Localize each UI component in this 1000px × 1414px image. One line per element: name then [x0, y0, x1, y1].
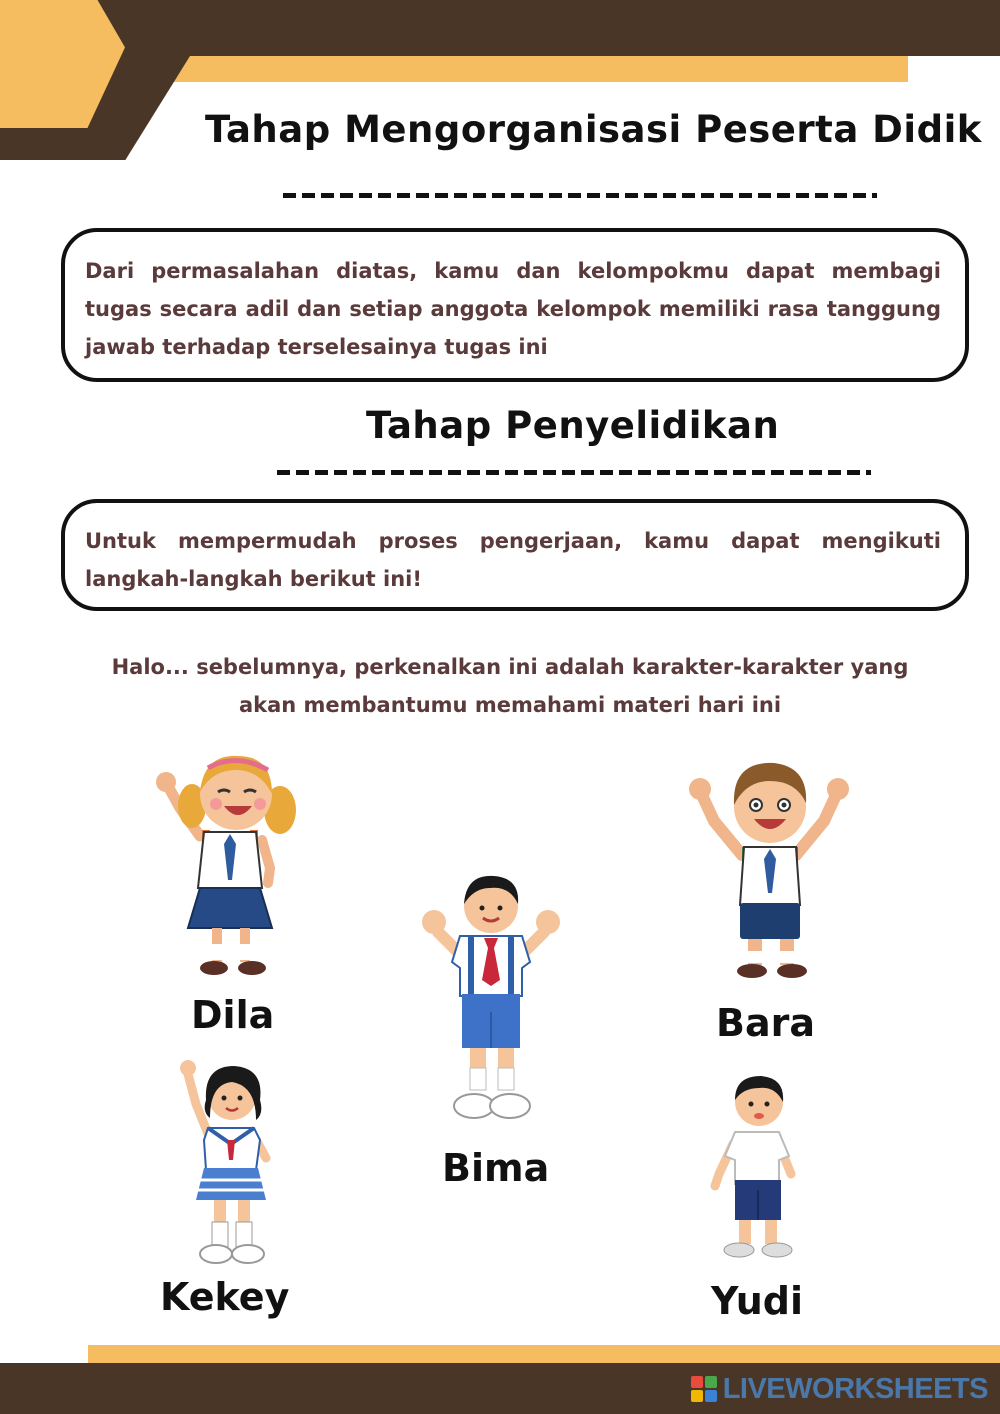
organize-text: Dari permasalahan diatas, kamu dan kelompokmu dapat membagi tugas secara adil dan setiap anggota kelompok memiliki rasa tanggung jawab terhadap terselesainya tugas ini [85, 259, 941, 359]
name-bara: Bara [716, 1001, 815, 1045]
investigate-text: Untuk mempermudah proses pengerjaan, kamu dapat mengikuti langkah-langkah berikut ini! [85, 529, 941, 591]
name-yudi: Yudi [711, 1279, 804, 1323]
bara-illustration [684, 755, 854, 985]
heading-investigate: Tahap Penyelidikan [366, 404, 780, 447]
liveworksheets-brand [691, 1372, 988, 1406]
name-bima: Bima [442, 1146, 550, 1190]
bima-illustration [420, 872, 562, 1132]
liveworksheets-wordmark: LIVEWORKSHEETS [722, 1372, 988, 1405]
kekey-illustration [178, 1056, 284, 1268]
name-dila: Dila [191, 993, 275, 1037]
header-yellow-band [150, 56, 908, 82]
heading-underline-organize [283, 193, 877, 198]
yudi-illustration [707, 1072, 807, 1264]
organize-box [61, 228, 969, 382]
liveworksheets-logo-icon [691, 1376, 717, 1402]
investigate-box [61, 499, 969, 611]
heading-underline-investigate [277, 470, 871, 475]
intro-text: Halo... sebelumnya, perkenalkan ini adalah karakter-karakter yang akan membantumu memahami materi hari ini [111, 655, 909, 717]
dila-illustration [150, 748, 306, 984]
heading-organize: Tahap Mengorganisasi Peserta Didik [205, 108, 982, 151]
footer-yellow-band [88, 1345, 1000, 1363]
name-kekey: Kekey [160, 1275, 290, 1319]
